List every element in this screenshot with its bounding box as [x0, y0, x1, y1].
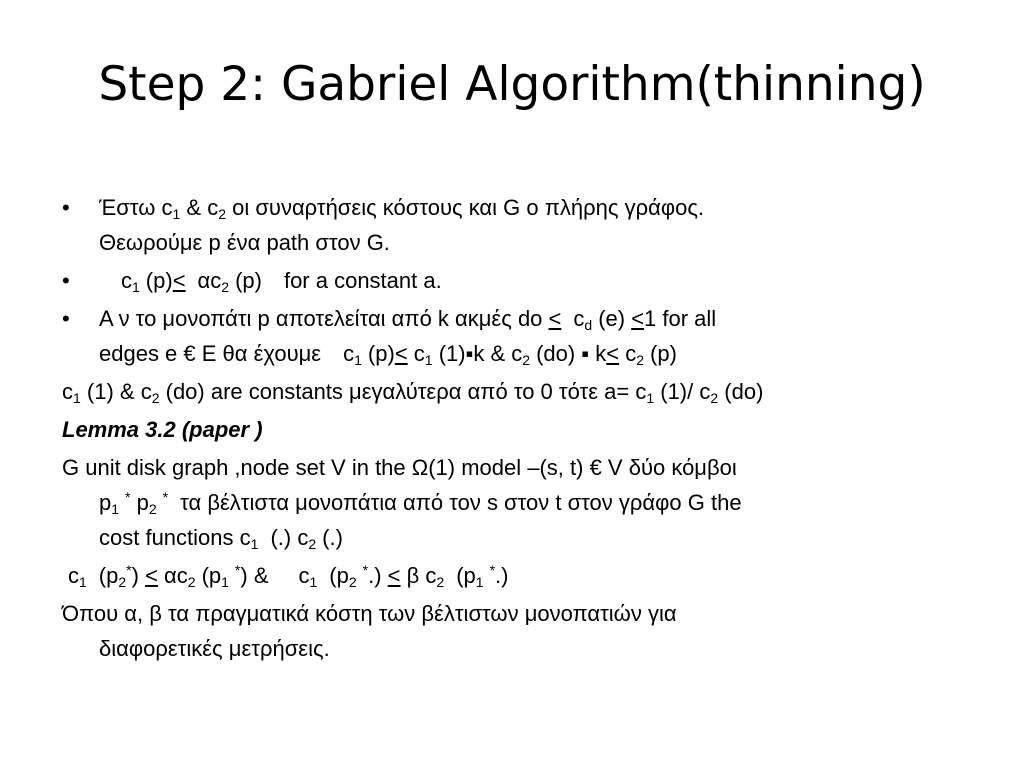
text: β c — [400, 563, 437, 588]
lemma-heading — [62, 412, 982, 447]
text: (p — [456, 563, 476, 588]
subscript: 1 — [354, 352, 362, 368]
leq-symbol: < — [606, 341, 620, 366]
superscript: * — [489, 562, 496, 578]
leq-symbol: < — [394, 341, 408, 366]
text: & c — [180, 195, 219, 220]
subscript: 2 — [308, 536, 317, 552]
line-lemma-inequality — [62, 558, 982, 593]
text: (.) — [322, 525, 343, 550]
subscript: 1 — [172, 206, 181, 222]
text: Θεωρούμε p ένα path στον G. — [99, 230, 390, 255]
subscript: 2 — [636, 352, 645, 368]
slide-body — [62, 190, 982, 666]
text: (p — [98, 563, 119, 588]
text: G unit disk graph ,node set V in the Ω(1) model –(s, t) € V δύο κόμβοι — [62, 455, 737, 480]
slide-title: Step 2: Gabriel Algorithm(thinning) — [98, 57, 926, 112]
leq-symbol: < — [631, 306, 645, 331]
superscript: * — [126, 562, 132, 578]
text: p — [130, 490, 149, 515]
leq-symbol: < — [548, 306, 562, 331]
text: Όπου α, β τα πραγματικά κόστη των βέλτιστων μονοπατιών για — [62, 601, 677, 626]
text: for a constant a. — [283, 268, 442, 293]
subscript: d — [584, 317, 593, 333]
subscript: 2 — [118, 574, 127, 590]
leq-symbol: < — [145, 563, 158, 588]
subscript: 2 — [218, 206, 226, 222]
text: c — [343, 341, 355, 366]
text: αc — [197, 268, 222, 293]
text: (p) — [235, 268, 262, 293]
text: (p) — [650, 341, 677, 366]
text: p — [99, 490, 112, 515]
text: 1 for all — [644, 306, 717, 331]
text: οι συναρτήσεις κόστους και G ο πλήρης γράφος. — [226, 195, 705, 220]
text: (.) c — [270, 525, 309, 550]
text: (1) & c — [80, 379, 152, 404]
subscript: 1 — [424, 352, 433, 368]
subscript: 1 — [73, 390, 81, 406]
subscript: 1 — [309, 574, 318, 590]
text: A ν το μονοπάτι p αποτελείται από k ακμές do — [99, 306, 549, 331]
text: c — [62, 379, 73, 404]
bullet-constant-inequality — [62, 263, 982, 298]
line-unit-disk-graph — [62, 450, 982, 555]
text: (e) — [598, 306, 632, 331]
superscript: * — [362, 562, 369, 578]
text: c — [68, 563, 79, 588]
subscript: 2 — [348, 574, 357, 590]
text: (1)▪k & c — [432, 341, 523, 366]
superscript: * — [234, 562, 241, 578]
line-constants-ratio — [62, 374, 982, 409]
text: edges e € E θα έχουμε — [99, 341, 322, 366]
subscript: 1 — [250, 536, 259, 552]
text: c — [573, 306, 585, 331]
text: c — [407, 341, 425, 366]
leq-symbol: < — [387, 563, 401, 588]
text: τα βέλτιστα μονοπάτια από τον s στον t στον γράφο G the — [180, 490, 742, 515]
bullet-cost-functions — [62, 190, 982, 260]
text: (p — [329, 563, 349, 588]
text: (p — [201, 563, 222, 588]
text: (p) — [145, 268, 173, 293]
text: (1)/ c — [654, 379, 711, 404]
text: (do) — [718, 379, 764, 404]
text: ) — [131, 563, 146, 588]
superscript: * — [125, 489, 131, 505]
text: (p) — [367, 341, 395, 366]
subscript: 1 — [111, 501, 120, 517]
subscript: 2 — [148, 501, 157, 517]
subscript: 2 — [187, 574, 196, 590]
text: c — [121, 268, 132, 293]
text: αc — [157, 563, 188, 588]
text: (do) ▪ k — [536, 341, 607, 366]
subscript: 2 — [710, 390, 719, 406]
text: c — [619, 341, 637, 366]
text: .) — [368, 563, 388, 588]
text: (do) are constants μεγαλύτερα από το 0 τότε a= c — [159, 379, 647, 404]
subscript: 1 — [79, 574, 87, 590]
subscript: 2 — [522, 352, 531, 368]
text: διαφορετικές μετρήσεις. — [99, 636, 330, 661]
bullet-path-edges — [62, 301, 982, 371]
text: c — [298, 563, 310, 588]
text: ) & — [240, 563, 269, 588]
subscript: 1 — [221, 574, 229, 590]
line-real-costs — [62, 596, 982, 666]
subscript: 2 — [436, 574, 445, 590]
subscript: 2 — [151, 390, 160, 406]
subscript: 1 — [475, 574, 484, 590]
text: cost functions c — [99, 525, 251, 550]
text: .) — [495, 563, 509, 588]
superscript: * — [162, 489, 169, 505]
subscript: 1 — [132, 279, 140, 295]
subscript: 1 — [646, 390, 655, 406]
subscript: 2 — [221, 279, 230, 295]
lemma-label: Lemma 3.2 (paper ) — [62, 417, 263, 442]
text: Έστω c — [99, 195, 173, 220]
leq-symbol: < — [172, 268, 186, 293]
